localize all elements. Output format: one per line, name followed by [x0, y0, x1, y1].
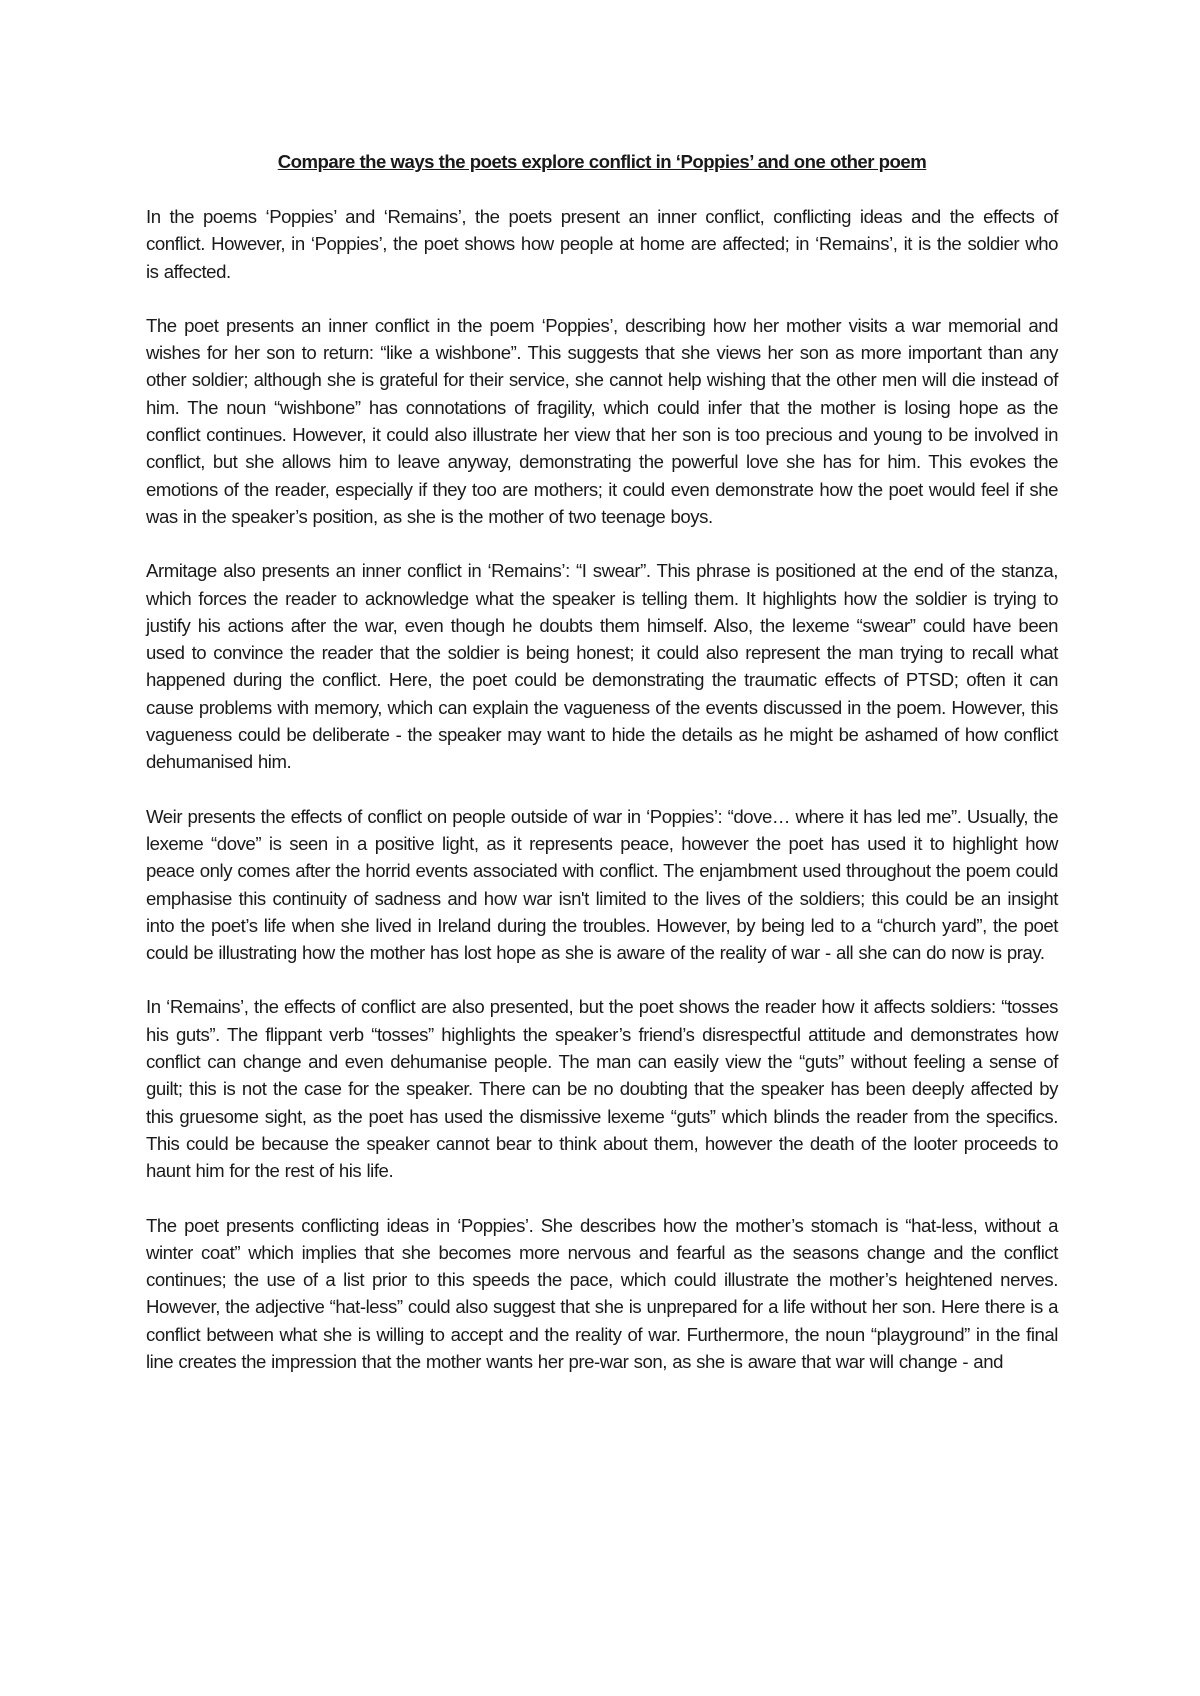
paragraph-poppies-effects: Weir presents the effects of conflict on people outside of war in ‘Poppies’: “dove… where it has led me”. Usually, the lexeme “dove” is seen in a positive light, as it represents peace, however the poet has used it to highlight how peace only comes after the horrid events associated with conflict. The enjambment used throughout the poem could emphasise this continuity of sadness and how war isn't limited to the lives of the soldiers; this could be an insight into the poet’s life when she lived in Ireland during the troubles. However, by being led to a “church yard”, the poet could be illustrating how the mother has lost hope as she is aware of the reality of war - all she can do now is pray. [146, 805, 1058, 964]
paragraph-remains-inner-conflict: Armitage also presents an inner conflict in ‘Remains’: “I swear”. This phrase is positioned at the end of the stanza, which forces the reader to acknowledge what the speaker is telling them. It highlights how the soldier is trying to justify his actions after the war, even though he doubts them himself. Also, the lexeme “swear” could have been used to convince the reader that the soldier is being honest; it could also represent the man trying to recall what happened during the conflict. Here, the poet could be demonstrating the traumatic effects of PTSD; often it can cause problems with memory, which can explain the vagueness of the events discussed in the poem. However, this vagueness could be deliberate - the speaker may want to hide the details as he might be ashamed of how conflict dehumanised him. [146, 560, 1058, 773]
paragraph-poppies-conflicting-ideas: The poet presents conflicting ideas in ‘Poppies’. She describes how the mother’s stomach is “hat-less, without a winter coat” which implies that she becomes more nervous and fearful as the seasons change and the conflict continues; the use of a list prior to this speeds the pace, which could illustrate the mother’s heightened nerves. However, the adjective “hat-less” could also suggest that she is unprepared for a life without her son. Here there is a conflict between what she is willing to accept and the reality of war. Furthermore, the noun “playground” in the final line creates the impression that the mother wants her pre-war son, as she is aware that war will change - and [146, 1214, 1058, 1372]
paragraph-intro: In the poems ‘Poppies’ and ‘Remains’, the poets present an inner conflict, conflicting ideas and the effects of conflict. However, in ‘Poppies’, the poet shows how people at home are affected; in ‘Remains’, it is the soldier who is affected. [146, 206, 1058, 282]
document-body [146, 148, 1058, 1402]
paragraph-poppies-inner-conflict: The poet presents an inner conflict in the poem ‘Poppies’, describing how her mother visits a war memorial and wishes for her son to return: “like a wishbone”. This suggests that she views her son as more important than any other soldier; although she is grateful for their service, she cannot help wishing that the other men will die instead of him. The noun “wishbone” has connotations of fragility, which could infer that the mother is losing hope as the conflict continues. However, it could also illustrate her view that her son is too precious and young to be involved in conflict, but she allows him to leave anyway, demonstrating the powerful love she has for him. This evokes the emotions of the reader, especially if they too are mothers; it could even demonstrate how the poet would feel if she was in the speaker’s position, as she is the mother of two teenage boys. [146, 314, 1058, 527]
paragraph-remains-effects: In ‘Remains’, the effects of conflict are also presented, but the poet shows the reader how it affects soldiers: “tosses his guts”. The flippant verb “tosses” highlights the speaker’s friend’s disrespectful attitude and demonstrates how conflict can change and even dehumanise people. The man can easily view the “guts” without feeling a sense of guilt; this is not the case for the speaker. There can be no doubting that the speaker has been deeply affected by this gruesome sight, as the poet has used the dismissive lexeme “guts” which blinds the reader from the specifics. This could be because the speaker cannot bear to think about them, however the death of the looter proceeds to haunt him for the rest of his life. [146, 996, 1058, 1182]
document-title: Compare the ways the poets explore conflict in ‘Poppies’ and one other poem [277, 151, 927, 172]
